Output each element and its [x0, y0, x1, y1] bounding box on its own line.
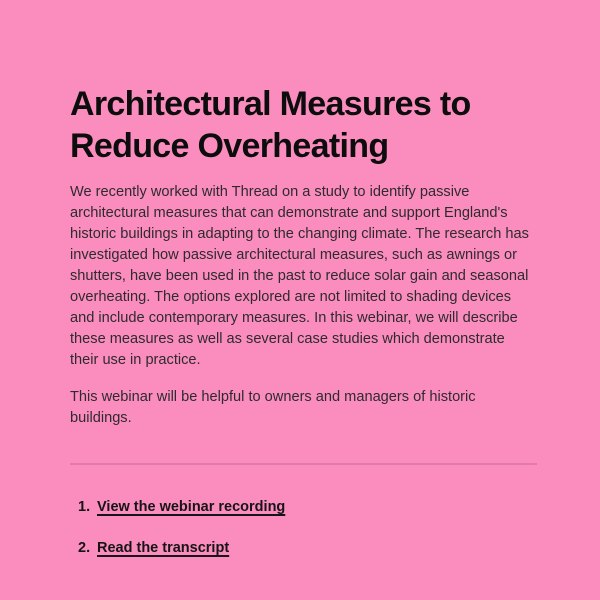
- list-item-number: 1.: [78, 499, 91, 515]
- transcript-link[interactable]: Read the transcript: [97, 540, 230, 556]
- intro-paragraph: We recently worked with Thread on a study to identify passive architectural measures that can demonstrate and support England's historic buildings in adapting to the changing climate. The research has investigated how passive architectural measures, such as awnings or shutters, have been used in the past to reduce solar gain and seasonal overheating. The options explored are not limited to shading devices and include contemporary measures. In this webinar, we will describe these measures as well as several case studies which demonstrate their use in practice.: [70, 184, 529, 368]
- article-content: [70, 0, 537, 556]
- list-item: [70, 499, 537, 515]
- divider: [70, 463, 537, 465]
- webinar-recording-link[interactable]: View the webinar recording: [97, 499, 286, 515]
- resource-list: [70, 499, 537, 556]
- list-item: [70, 540, 537, 556]
- list-item-number: 2.: [78, 540, 91, 556]
- audience-paragraph: This webinar will be helpful to owners and managers of historic buildings.: [70, 389, 476, 426]
- page-title: Architectural Measures to Reduce Overheating: [70, 85, 471, 165]
